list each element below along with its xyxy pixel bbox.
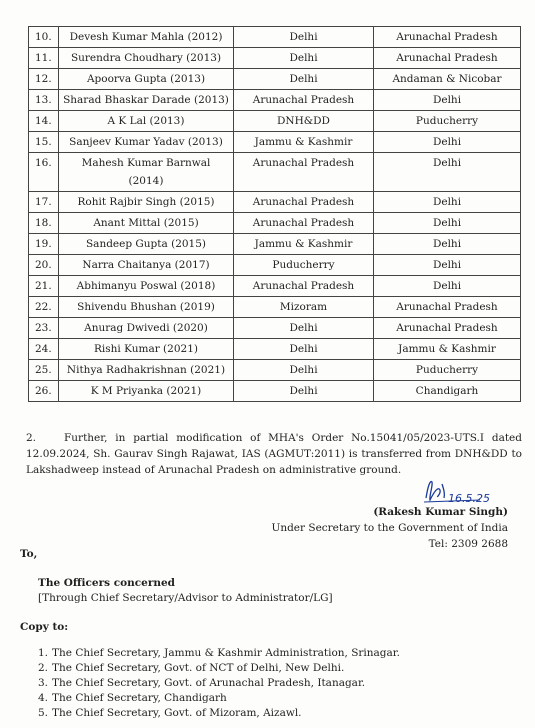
copy-to-item: 3. The Chief Secretary, Govt. of Arunachal Pradesh, Itanagar.	[37, 677, 366, 689]
to-cadre-cell: Jammu & Kashmir	[374, 339, 521, 360]
paragraph-text: Further, in partial modification of MHA's Order No.15041/05/2023-UTS.I dated 12.09.2024, Sh. Gaurav Singh Rajawat, IAS (AGMUT:2011) is transferred from DNH&DD to Lakshadweep instead of Arunachal Pradesh on administrative ground.	[26, 432, 522, 476]
table-row	[29, 90, 521, 111]
copy-to-item: 2. The Chief Secretary, Govt. of NCT of Delhi, New Delhi.	[37, 662, 345, 674]
serial-number-cell: 13.	[29, 90, 59, 111]
officer-name-cell: Anant Mittal (2015)	[59, 213, 234, 234]
to-cadre-cell: Delhi	[374, 234, 521, 255]
serial-number-cell: 24.	[29, 339, 59, 360]
officer-name-cell: Nithya Radhakrishnan (2021)	[59, 360, 234, 381]
from-cadre-cell: Mizoram	[234, 297, 374, 318]
table-row	[29, 69, 521, 90]
officer-name-cell: Devesh Kumar Mahla (2012)	[59, 27, 234, 48]
serial-number-cell: 19.	[29, 234, 59, 255]
recipients-title: The Officers concerned	[38, 577, 176, 589]
officer-name-cell: Surendra Choudhary (2013)	[59, 48, 234, 69]
table-row	[29, 255, 521, 276]
officer-name-cell: Abhimanyu Poswal (2018)	[59, 276, 234, 297]
to-cadre-cell: Chandigarh	[374, 381, 521, 402]
from-cadre-cell: Jammu & Kashmir	[234, 234, 374, 255]
serial-number-cell: 25.	[29, 360, 59, 381]
table-row	[29, 360, 521, 381]
officer-name-cell: Narra Chaitanya (2017)	[59, 255, 234, 276]
to-cadre-cell: Delhi	[374, 255, 521, 276]
to-cadre-cell: Delhi	[374, 192, 521, 213]
table-row	[29, 213, 521, 234]
table-row	[29, 192, 521, 213]
serial-number-cell: 12.	[29, 69, 59, 90]
from-cadre-cell: Jammu & Kashmir	[234, 132, 374, 153]
officer-name-cell: Anurag Dwivedi (2020)	[59, 318, 234, 339]
from-cadre-cell: Puducherry	[234, 255, 374, 276]
copy-to-item: 1. The Chief Secretary, Jammu & Kashmir Administration, Srinagar.	[37, 647, 400, 659]
serial-number-cell: 16.	[29, 153, 59, 192]
signatory-tel: Tel: 2309 2688	[428, 538, 508, 550]
handwritten-signature	[420, 476, 490, 506]
to-cadre-cell: Delhi	[374, 276, 521, 297]
serial-number-cell: 26.	[29, 381, 59, 402]
officer-name-cell: Rohit Rajbir Singh (2015)	[59, 192, 234, 213]
transfer-table	[28, 26, 521, 402]
copy-to-item: 4. The Chief Secretary, Chandigarh	[37, 692, 227, 704]
from-cadre-cell: Delhi	[234, 339, 374, 360]
table-row	[29, 48, 521, 69]
copy-to-label: Copy to:	[20, 621, 69, 633]
table-row	[29, 339, 521, 360]
copy-to-item: 5. The Chief Secretary, Govt. of Mizoram, Aizawl.	[37, 707, 302, 719]
table-row	[29, 276, 521, 297]
officer-name-cell: Shivendu Bhushan (2019)	[59, 297, 234, 318]
recipients-through: [Through Chief Secretary/Advisor to Administrator/LG]	[38, 592, 333, 604]
officer-name-cell: Sandeep Gupta (2015)	[59, 234, 234, 255]
officer-name-cell: Mahesh Kumar Barnwal (2014)	[59, 153, 234, 192]
from-cadre-cell: Arunachal Pradesh	[234, 192, 374, 213]
copy-to-list	[20, 646, 400, 721]
officer-name-cell: K M Priyanka (2021)	[59, 381, 234, 402]
table-row	[29, 132, 521, 153]
from-cadre-cell: Arunachal Pradesh	[234, 90, 374, 111]
officer-name-cell: Apoorva Gupta (2013)	[59, 69, 234, 90]
from-cadre-cell: DNH&DD	[234, 111, 374, 132]
to-cadre-cell: Arunachal Pradesh	[374, 27, 521, 48]
officer-name-cell: A K Lal (2013)	[59, 111, 234, 132]
from-cadre-cell: Arunachal Pradesh	[234, 153, 374, 192]
table-row	[29, 27, 521, 48]
from-cadre-cell: Delhi	[234, 360, 374, 381]
to-cadre-cell: Arunachal Pradesh	[374, 318, 521, 339]
from-cadre-cell: Delhi	[234, 381, 374, 402]
table-row	[29, 234, 521, 255]
serial-number-cell: 11.	[29, 48, 59, 69]
officer-name-cell: Sharad Bhaskar Darade (2013)	[59, 90, 234, 111]
table-row	[29, 381, 521, 402]
from-cadre-cell: Delhi	[234, 27, 374, 48]
paragraph-2	[26, 430, 522, 478]
signatory-designation: Under Secretary to the Government of India	[271, 522, 508, 534]
signatory-name: (Rakesh Kumar Singh)	[373, 506, 508, 518]
to-cadre-cell: Arunachal Pradesh	[374, 48, 521, 69]
from-cadre-cell: Arunachal Pradesh	[234, 276, 374, 297]
to-cadre-cell: Arunachal Pradesh	[374, 297, 521, 318]
to-label: To,	[20, 548, 38, 560]
serial-number-cell: 15.	[29, 132, 59, 153]
paragraph-number: 2.	[26, 432, 37, 444]
recipients	[38, 576, 333, 606]
from-cadre-cell: Delhi	[234, 69, 374, 90]
serial-number-cell: 17.	[29, 192, 59, 213]
officer-name-cell: Sanjeev Kumar Yadav (2013)	[59, 132, 234, 153]
table-row	[29, 153, 521, 192]
serial-number-cell: 14.	[29, 111, 59, 132]
serial-number-cell: 22.	[29, 297, 59, 318]
to-cadre-cell: Andaman & Nicobar	[374, 69, 521, 90]
serial-number-cell: 21.	[29, 276, 59, 297]
serial-number-cell: 10.	[29, 27, 59, 48]
from-cadre-cell: Delhi	[234, 48, 374, 69]
signatory-block	[271, 504, 508, 552]
table-row	[29, 111, 521, 132]
serial-number-cell: 23.	[29, 318, 59, 339]
to-cadre-cell: Delhi	[374, 213, 521, 234]
to-cadre-cell: Delhi	[374, 132, 521, 153]
table-row	[29, 297, 521, 318]
from-cadre-cell: Delhi	[234, 318, 374, 339]
to-cadre-cell: Puducherry	[374, 360, 521, 381]
to-cadre-cell: Delhi	[374, 90, 521, 111]
from-cadre-cell: Arunachal Pradesh	[234, 213, 374, 234]
serial-number-cell: 18.	[29, 213, 59, 234]
table-row	[29, 318, 521, 339]
serial-number-cell: 20.	[29, 255, 59, 276]
signature-date: 16.5.25	[448, 492, 490, 505]
to-cadre-cell: Puducherry	[374, 111, 521, 132]
officer-name-cell: Rishi Kumar (2021)	[59, 339, 234, 360]
to-cadre-cell: Delhi	[374, 153, 521, 192]
